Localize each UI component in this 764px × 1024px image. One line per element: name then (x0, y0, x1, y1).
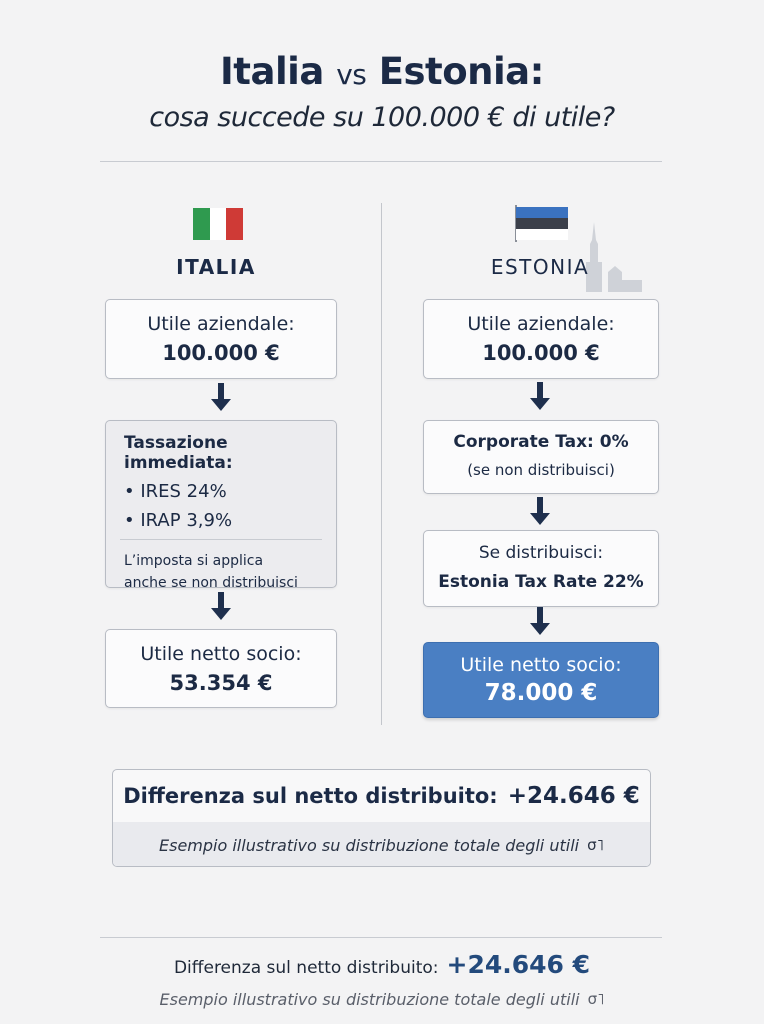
estonia-utile-netto-box (423, 642, 659, 718)
summary-amount: +24.646 € (507, 783, 640, 809)
summary-box (112, 769, 651, 867)
arrow-down-icon (530, 382, 550, 412)
footer-amount: +24.646 € (446, 950, 591, 979)
arrow-down-icon (530, 497, 550, 527)
link-icon[interactable]: σ˥ (587, 990, 605, 1008)
title-vs: vs (336, 58, 367, 91)
summary-difference (113, 770, 650, 822)
header-divider (100, 161, 662, 162)
box-value: 100.000 € (482, 341, 600, 365)
tax-bullet-ires: • IRES 24% (124, 481, 227, 502)
summary-note-row (113, 822, 650, 867)
tax-note-line2: anche se non distribuisci (124, 575, 298, 591)
box-subtext: (se non distribuisci) (467, 461, 615, 479)
italy-flag-icon (193, 208, 243, 240)
title-estonia: Estonia: (378, 50, 544, 93)
italia-tassazione-box (105, 420, 337, 591)
tax-bullet-irap: • IRAP 3,9% (124, 510, 233, 531)
link-icon[interactable]: σ˥ (587, 836, 604, 854)
footer-label: Differenza sul netto distribuito: (173, 958, 439, 978)
tax-note-line1: L’imposta si applica (124, 553, 264, 569)
summary-label: Differenza sul netto distribuito: (123, 784, 498, 808)
box-label: Utile netto socio: (140, 643, 302, 665)
estonia-flag-icon (516, 207, 568, 240)
arrow-down-icon (211, 592, 231, 622)
box-label: Utile netto socio: (460, 654, 622, 676)
tax-separator (120, 539, 322, 540)
arrow-down-icon (211, 383, 231, 413)
page-title (0, 50, 764, 93)
country-label-estonia: ESTONIA (490, 255, 590, 279)
box-value: Estonia Tax Rate 22% (438, 572, 644, 592)
estonia-distribuzione-box (423, 530, 659, 607)
box-label: Se distribuisci: (478, 543, 604, 563)
estonia-corporate-tax-box (423, 420, 659, 494)
column-divider (381, 203, 382, 725)
footer-note: Esempio illustrativo su distribuzione totale degli utili (159, 990, 580, 1009)
estonia-utile-aziendale-box (423, 299, 659, 379)
page-subtitle: cosa succede su 100.000 € di utile? (149, 102, 615, 133)
box-value: 78.000 € (484, 680, 598, 706)
arrow-down-icon (530, 607, 550, 637)
box-heading: Corporate Tax: 0% (453, 432, 629, 452)
country-label-italia: ITALIA (176, 255, 256, 279)
footer-divider (100, 937, 662, 938)
footer-difference (0, 950, 764, 979)
summary-note: Esempio illustrativo su distribuzione totale degli utili (159, 835, 580, 855)
box-label: Utile aziendale: (467, 313, 615, 335)
box-value: 100.000 € (162, 341, 280, 365)
box-value: 53.354 € (169, 671, 273, 695)
tax-heading: Tassazione immediata: (124, 433, 233, 473)
title-italia: Italia (220, 50, 324, 93)
box-label: Utile aziendale: (147, 313, 295, 335)
footer-note-row (0, 990, 764, 1009)
italia-utile-netto-box (105, 629, 337, 708)
italia-utile-aziendale-box (105, 299, 337, 379)
